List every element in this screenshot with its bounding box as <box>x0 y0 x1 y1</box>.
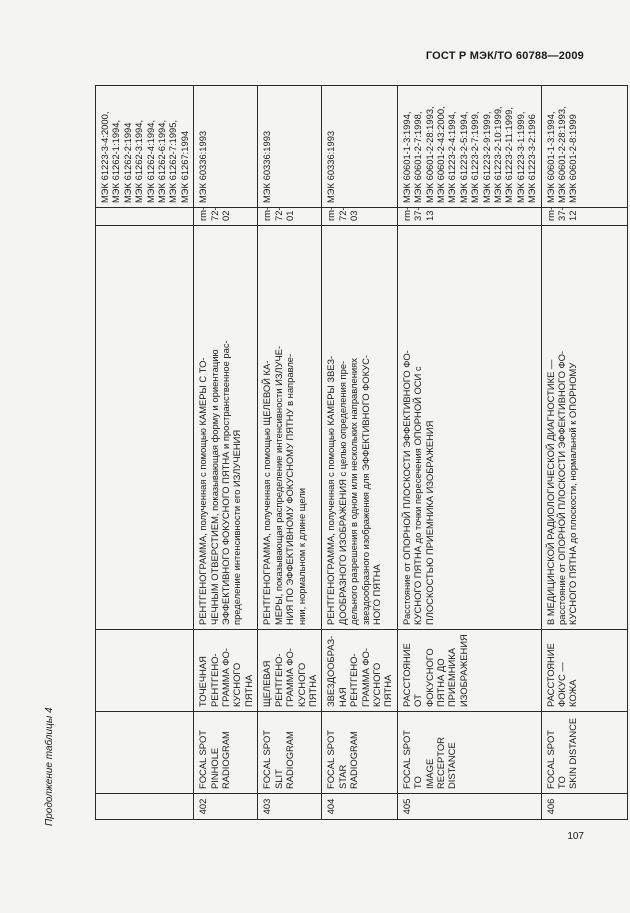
english-term: FOCAL SPOT SLIT RADIOGRAM <box>258 712 322 794</box>
entry-number <box>96 794 194 820</box>
page-number: 107 <box>567 831 584 842</box>
russian-term <box>96 630 194 712</box>
term-code: rm-37-13 <box>397 208 541 226</box>
russian-term: ЗВЕЗДООБРАЗ- НАЯ РЕНТГЕНО- ГРАММА ФО- КУСНОГО ПЯТНА <box>322 630 397 712</box>
definition: Расстояние от ОПОРНОЙ ПЛОСКОСТИ ЭФФЕКТИВНОГО ФО- КУСНОГО ПЯТНА до точки пересечения ОПОРНОЙ ОСИ с ПЛОСКОСТЬЮ ПРИЕМНИКА ИЗОБРАЖЕНИЯ <box>397 226 541 630</box>
russian-term: ЩЕЛЕВАЯ РЕНТГЕНО- ГРАММА ФО- КУСНОГО ПЯТНА <box>258 630 322 712</box>
table-body <box>96 86 628 820</box>
rotated-table-container <box>95 86 588 820</box>
standard-references: МЭК 61223-3-4:2000, МЭК 61262-1:1994, МЭК 61262-2:1994 МЭК 61262-3:1994, МЭК 61262-4:1994, МЭК 61262-6:1994, МЭК 61262-7:1995, МЭК 61267:1994 <box>96 86 194 208</box>
document-header: ГОСТ Р МЭК/ТО 60788—2009 <box>425 50 584 62</box>
term-code: rm-72-03 <box>322 208 397 226</box>
definitions-table <box>95 85 628 820</box>
english-term: FOCAL SPOT TO IMAGE RECEPTOR DISTANCE <box>397 712 541 794</box>
entry-number: 406 <box>541 794 627 820</box>
russian-term: РАССТОЯНИЕ ФОКУС — КОЖА <box>541 630 627 712</box>
table-row <box>258 86 322 820</box>
definition: РЕНТГЕНОГРАММА, полученная с помощью ЩЕЛЕВОЙ КА- МЕРЫ, показывающая распределение интенсивности ИЗЛУЧЕ- НИЯ ПО ЭФФЕКТИВНОМУ ФОКУСНОМУ ПЯТНУ в направле- нии, нормальном к длине щели <box>258 226 322 630</box>
entry-number: 403 <box>258 794 322 820</box>
standard-references: МЭК 60601-1-3:1994, МЭК 60601-2-28:1993, МЭК 60601-2-8:1999 <box>541 86 627 208</box>
definition <box>96 226 194 630</box>
table-row <box>96 86 194 820</box>
term-code: rm-72-01 <box>258 208 322 226</box>
table-row <box>541 86 627 820</box>
definition: РЕНТГЕНОГРАММА, полученная с помощью КАМЕРЫ ЗВЕЗ- ДООБРАЗНОГО ИЗОБРАЖЕНИЯ с целью определения пре- дельного разрешения в одном или нескольких направлениях звездообразного изображения для ЭФФЕКТИВНОГО ФОКУС- НОГО ПЯТНА <box>322 226 397 630</box>
standard-references: МЭК 60601-1-3:1994, МЭК 60601-2-7:1998, МЭК 60601-2-28:1993, МЭК 60601-2-43:2000, МЭК 61223-2-4:1994, МЭК 61223-2-5:1994, МЭК 61223-2-7:1999, МЭК 61223-2-9:1999, МЭК 61223-2-10:1999, МЭК 61223-2-11:1999, МЭК 61223-3-1:1999, МЭК 61223-3-2:1996 <box>397 86 541 208</box>
table-row <box>194 86 258 820</box>
continuation-label: Продолжение таблицы 4 <box>44 707 55 826</box>
standard-references: МЭК 60336:1993 <box>194 86 258 208</box>
russian-term: ТОЧЕЧНАЯ РЕНТГЕНО- ГРАММА ФО- КУСНОГО ПЯТНА <box>194 630 258 712</box>
definition: В МЕДИЦИНСКОЙ РАДИОЛОГИЧЕСКОЙ ДИАГНОСТИКЕ — расстояние от ОПОРНОЙ ПЛОСКОСТИ ЭФФЕКТИВНОГО ФО- КУСНОГО ПЯТНА до плоскости, нормальной к ОПОРНОМУ <box>541 226 627 630</box>
definitions-table-area <box>95 86 588 820</box>
table-row <box>322 86 397 820</box>
russian-term: РАССТОЯНИЕ ОТ ФОКУСНОГО ПЯТНА ДО ПРИЕМНИКА ИЗОБРАЖЕНИЯ <box>397 630 541 712</box>
entry-number: 405 <box>397 794 541 820</box>
english-term: FOCAL SPOT TO SKIN DISTANCE <box>541 712 627 794</box>
standard-references: МЭК 60336:1993 <box>258 86 322 208</box>
standard-references: МЭК 60336:1993 <box>322 86 397 208</box>
term-code <box>96 208 194 226</box>
definition: РЕНТГЕНОГРАММА, полученная с помощью КАМЕРЫ С ТО- ЧЕЧНЫМ ОТВЕРСТИЕМ, показывающая форму и ориентацию ЭФФЕКТИВНОГО ФОКУСНОГО ПЯТНА и пространственное рас- пределение интенсивности его ИЗЛУЧЕНИЯ <box>194 226 258 630</box>
term-code: rm-37-12 <box>541 208 627 226</box>
english-term <box>96 712 194 794</box>
english-term: FOCAL SPOT STAR RADIOGRAM <box>322 712 397 794</box>
table-row <box>397 86 541 820</box>
english-term: FOCAL SPOT PINHOLE RADIOGRAM <box>194 712 258 794</box>
entry-number: 402 <box>194 794 258 820</box>
entry-number: 404 <box>322 794 397 820</box>
term-code: rm-72-02 <box>194 208 258 226</box>
